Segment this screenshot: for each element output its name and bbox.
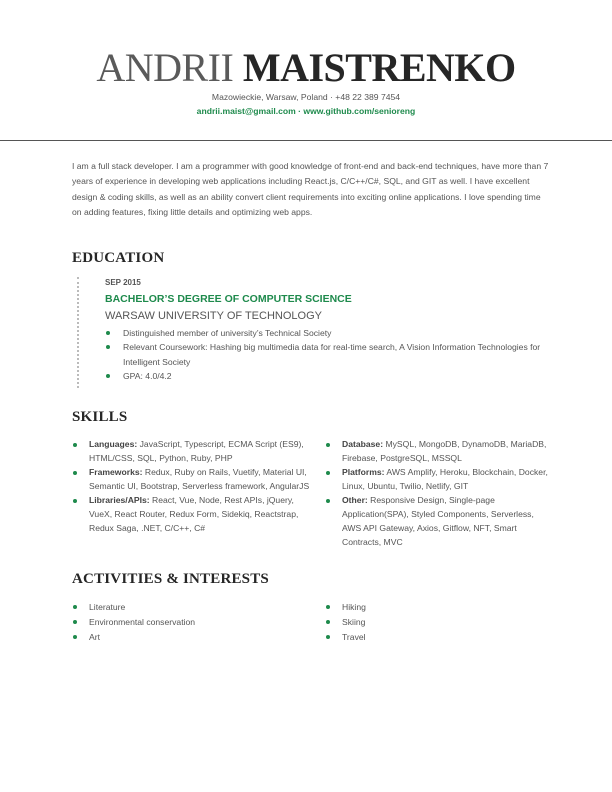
skill-label: Platforms: <box>342 467 385 478</box>
education-entry <box>77 277 550 388</box>
skill-text: JavaScript, Typescript, ECMA Script (ES9), HTML/CSS, SQL, Python, Ruby, PHP <box>89 439 304 463</box>
activity-text: Skiing <box>342 617 366 628</box>
skill-item <box>72 494 312 535</box>
skill-label: Frameworks: <box>89 467 143 478</box>
bullet-text: Distinguished member of university’s Technical Society <box>123 327 332 338</box>
resume-header <box>0 0 612 118</box>
bullet-icon <box>326 499 330 503</box>
skill-label: Libraries/APIs: <box>89 495 150 506</box>
activity-text: Environmental conservation <box>89 617 196 628</box>
skill-item <box>325 438 550 465</box>
bullet-icon <box>73 635 77 639</box>
activities-heading: ACTIVITIES & INTERESTS <box>72 571 269 588</box>
activity-text: Art <box>89 632 100 643</box>
education-bullets <box>105 326 550 384</box>
education-date: SEP 2015 <box>105 277 141 287</box>
bullet-icon <box>73 471 77 475</box>
bullet-icon <box>326 443 330 447</box>
activity-item <box>325 600 550 615</box>
contact-links[interactable]: andrii.maist@gmail.com · www.github.com/senioreng <box>196 106 416 116</box>
skill-label: Database: <box>342 439 384 449</box>
skills-right-column <box>325 438 550 550</box>
skill-item <box>72 438 312 465</box>
activities-columns <box>72 600 550 645</box>
activity-item <box>72 615 312 630</box>
bullet-icon <box>106 374 110 378</box>
education-section <box>72 249 550 388</box>
activity-text: Hiking <box>342 602 366 613</box>
resume-body <box>0 141 612 665</box>
activity-item <box>325 630 550 645</box>
activity-item <box>72 600 312 615</box>
skill-text: Redux, Ruby on Rails, Vuetify, Material UI, Semantic UI, Bootstrap, Serverless framework, AngularJS <box>89 467 310 491</box>
education-school: WARSAW UNIVERSITY OF TECHNOLOGY <box>105 309 322 322</box>
skills-columns <box>72 438 550 550</box>
bullet-text: GPA: 4.0/4.2 <box>123 371 172 382</box>
activities-section <box>72 570 550 645</box>
list-item <box>105 340 550 369</box>
skills-heading: SKILLS <box>72 409 128 425</box>
last-name: MAISTRENKO <box>242 45 516 90</box>
activity-text: Literature <box>89 602 126 613</box>
skill-text: AWS Amplify, Heroku, Blockchain, Docker, Linux, Ubuntu, Twilio, Netlify, GIT <box>342 467 548 491</box>
first-name: ANDRII <box>96 45 234 90</box>
skill-item <box>325 494 550 549</box>
list-item <box>105 326 550 341</box>
skill-text: Responsive Design, Single-page Application(SPA), Styled Components, Serverless, AWS API Gateway, Axios, Gitflow, NFT, Smart Contracts, MVC <box>342 495 534 547</box>
activities-left-column <box>72 600 312 645</box>
skill-text: MySQL, MongoDB, DynamoDB, MariaDB, Firebase, PostgreSQL, MSSQL <box>342 439 547 463</box>
bullet-icon <box>106 345 110 349</box>
activity-item <box>72 630 312 645</box>
bullet-text: Relevant Coursework: Hashing big multimedia data for real-time search, A Vision Information Technologies for Intelligent Society <box>123 342 541 367</box>
activity-item <box>325 615 550 630</box>
contact-line: Mazowieckie, Warsaw, Poland · +48 22 389 7454 <box>211 92 401 102</box>
bullet-icon <box>73 443 77 447</box>
skill-item <box>325 466 550 493</box>
bullet-icon <box>73 605 77 609</box>
bullet-icon <box>326 620 330 624</box>
skill-label: Languages: <box>89 439 138 449</box>
skills-section <box>72 408 550 550</box>
bullet-icon <box>106 331 110 335</box>
candidate-name <box>0 46 612 90</box>
bullet-icon <box>326 635 330 639</box>
education-heading: EDUCATION <box>72 249 165 266</box>
skill-item <box>72 466 312 493</box>
bullet-icon <box>73 620 77 624</box>
skill-text: React, Vue, Node, Rest APIs, jQuery, VueX, React Router, Redux Form, Sidekiq, Reactstrap, Redux Saga, .NET, C/C++, C# <box>89 495 299 533</box>
skills-left-column <box>72 438 312 550</box>
summary: I am a full stack developer. I am a programmer with good knowledge of front-end and back-end techniques, have more than 7 years of experience in developing web applications including React.js, C/C++/C#, SQL, and GIT as well. I have excellent design & coding skills, as well as an ability convert client requirements into exciting online applications. I love spending time on adding features, fixing little details and optimizing web apps. <box>72 161 549 218</box>
bullet-icon <box>73 499 77 503</box>
bullet-icon <box>326 471 330 475</box>
education-degree: BACHELOR’S DEGREE OF COMPUTER SCIENCE <box>105 292 352 305</box>
bullet-icon <box>326 605 330 609</box>
list-item <box>105 369 550 384</box>
skill-label: Other: <box>342 495 368 506</box>
activities-right-column <box>325 600 550 645</box>
activity-text: Travel <box>342 632 366 643</box>
